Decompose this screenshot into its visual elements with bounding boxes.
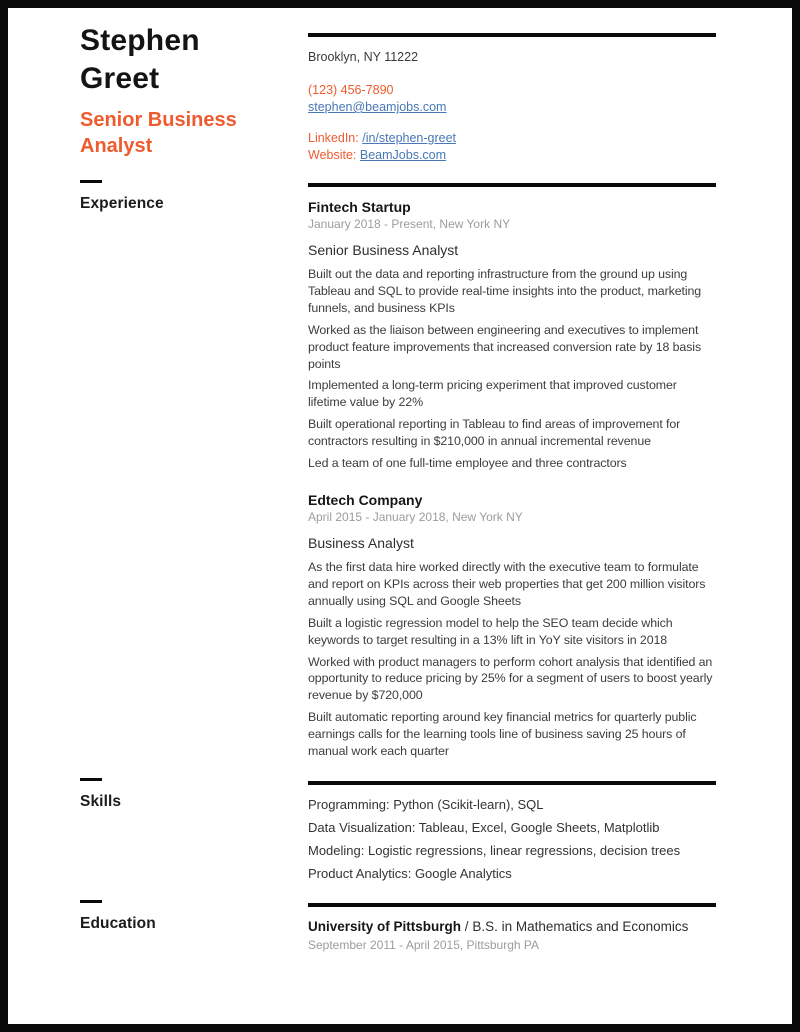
experience-rule — [308, 183, 716, 187]
job-title: Senior Business Analyst — [308, 242, 459, 258]
job-bullet: Led a team of one full-time employee and three contractors — [308, 456, 627, 471]
education-section — [80, 892, 716, 952]
website-line — [308, 147, 716, 164]
contact-location: Brooklyn, NY 11222 — [308, 50, 419, 64]
job-dates: January 2018 - Present, New York NY — [308, 217, 511, 231]
skills-section — [80, 770, 716, 890]
website-label: Website: — [308, 148, 357, 162]
contact-block — [308, 22, 716, 164]
experience-section — [80, 172, 716, 765]
experience-section-label: Experience — [80, 195, 164, 212]
job-entry — [308, 199, 716, 472]
skill-item: Product Analytics: Google Analytics — [308, 866, 512, 881]
job-entry — [308, 492, 716, 760]
contact-links-group — [308, 130, 716, 164]
education-content — [308, 892, 716, 952]
job-bullets — [308, 559, 716, 760]
job-bullet: Worked with product managers to perform cohort analysis that identified an opportunity to reduce pricing by 25% for a segment of users to boost yearly revenue by $720,000 — [308, 654, 713, 703]
skill-item: Data Visualization: Tableau, Excel, Google Sheets, Matplotlib — [308, 820, 660, 835]
section-dash-icon — [80, 900, 102, 903]
job-bullet: Built out the data and reporting infrastructure from the ground up using Tableau and SQL to provide real-time insights into the product, marketing funnels, and business KPIs — [308, 267, 702, 315]
header-section — [80, 22, 716, 164]
contact-rule — [308, 33, 716, 37]
skills-list — [308, 798, 716, 881]
job-bullet: Worked as the liaison between engineering and executives to implement product feature improvements that increased conversion rate by 18 basis points — [308, 322, 702, 371]
linkedin-line — [308, 130, 716, 147]
linkedin-link[interactable]: /in/stephen-greet — [362, 131, 457, 145]
experience-content — [308, 172, 716, 765]
job-dates: April 2015 - January 2018, New York NY — [308, 509, 523, 524]
education-separator: / — [464, 919, 469, 934]
job-bullet: Built automatic reporting around key financial metrics for quarterly public earnings calls for the learning tools line of business saving 25 hours of manual work each quarter — [308, 710, 697, 759]
job-company: Fintech Startup — [308, 199, 411, 215]
skills-section-label: Skills — [80, 793, 122, 810]
education-rule — [308, 903, 716, 907]
skills-left — [80, 770, 308, 890]
job-bullet: Built a logistic regression model to help the SEO team decide which keywords to target resulting in a 13% lift in YoY site visitors in 2018 — [308, 615, 673, 647]
job-bullet: As the first data hire worked directly with the executive team to formulate and report on KPIs across their web properties that get 200 million visitors annually using SQL and Google Sheets — [308, 559, 706, 608]
header-left — [80, 22, 308, 164]
email-link[interactable]: stephen@beamjobs.com — [308, 100, 447, 114]
skills-rule — [308, 781, 716, 785]
education-dates: September 2011 - April 2015, Pittsburgh PA — [308, 938, 540, 952]
skill-item: Modeling: Logistic regressions, linear regressions, decision trees — [308, 843, 681, 858]
linkedin-label: LinkedIn: — [308, 131, 359, 145]
website-link[interactable]: BeamJobs.com — [359, 148, 447, 162]
education-title — [308, 919, 716, 934]
education-degree: B.S. in Mathematics and Economics — [472, 919, 689, 934]
education-section-label: Education — [80, 915, 156, 932]
education-left — [80, 892, 308, 952]
education-entry — [308, 919, 716, 952]
job-bullet: Built operational reporting in Tableau to find areas of improvement for contractors resulting in $210,000 in annual incremental revenue — [308, 417, 681, 449]
person-name: Stephen Greet — [80, 24, 200, 95]
person-headline: Senior Business Analyst — [80, 109, 237, 157]
job-title: Business Analyst — [308, 534, 414, 551]
section-dash-icon — [80, 778, 102, 781]
job-bullet: Implemented a long-term pricing experiment that improved customer lifetime value by 22% — [308, 378, 677, 410]
section-dash-icon — [80, 180, 102, 183]
skills-content — [308, 770, 716, 890]
job-company: Edtech Company — [308, 491, 423, 508]
skill-item: Programming: Python (Scikit-learn), SQL — [308, 797, 544, 812]
education-school: University of Pittsburgh — [308, 919, 462, 934]
job-bullets — [308, 266, 716, 472]
experience-left — [80, 172, 308, 765]
contact-email-line — [308, 99, 716, 116]
contact-phone: (123) 456-7890 — [308, 83, 394, 97]
